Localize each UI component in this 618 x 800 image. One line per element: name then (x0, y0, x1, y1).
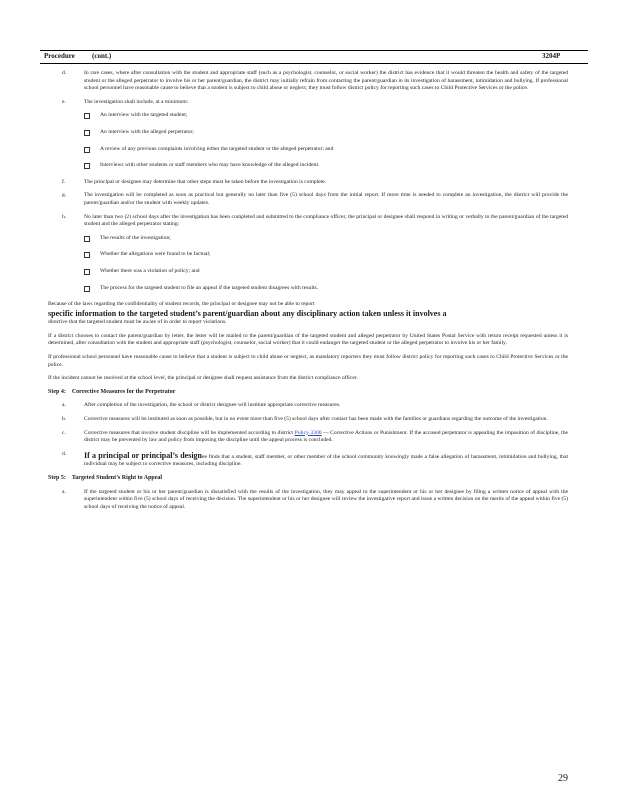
checkbox-icon (84, 236, 90, 242)
policy-3300-link[interactable]: Policy 3300 (294, 429, 322, 436)
checklist-item: An interview with the targeted student; (84, 112, 568, 123)
list-item: h. No later than two (2) school days after the investigation has been completed and submitted to the compliance officer, the principal or designee shall respond in writing or verbally to the parent/guardian of the targeted student and the alleged perpetrator stating: (62, 213, 568, 228)
list-item: g. The investigation will be completed as soon as practical but generally no later than five (5) school days from the initial report. If more time is needed to complete an investigation, the district will provide the parent/guardian and/or the student with weekly updates. (62, 192, 568, 206)
checkbox-icon (84, 269, 90, 275)
page-number: 29 (558, 773, 568, 784)
list-item: c. Corrective measures that involve student discipline will be implemented according to district Policy 3300 — Corrective Actions or Punishment. If the accused perpetrator is appealing the imposition of discipline, the district may be prevented by law and policy from imposing the discipline until the appeal process is concluded. (62, 429, 568, 444)
checklist-item: Whether there was a violation of policy; and (84, 268, 568, 279)
checklist-item: An interview with the alleged perpetrator; (84, 129, 568, 140)
checklist-item: A review of any previous complaints involving either the targeted student or the alleged perpetrator; and (84, 146, 568, 157)
list-item: d. In rare cases, where after consultation with the student and appropriate staff (such as a psychologist, counselor, or social worker) the district has evidence that it would threaten the health and safety of the targeted student or the alleged perpetrator to involve his or her parent/guardian, the district may initially refrain from contacting the parent/guardian in its investigation of harassment, intimidation and bullying. If professional school personnel have reasonable cause to believe that a student is subject to child abuse or neglect, they must follow district policy for reporting such cases to Child Protective Services or the police. (62, 70, 568, 92)
checklist-item: Whether the allegations were found to be factual; (84, 251, 568, 262)
procedure-code: 3204P (542, 52, 561, 60)
list-item: e. The investigation shall include, at a minimum: (62, 98, 189, 105)
checkbox-icon (84, 163, 90, 169)
document-body (48, 70, 568, 517)
step-5-heading: Step 5: Targeted Student’s Right to Appeal (48, 475, 163, 481)
step-4-heading: Step 4: Corrective Measures for the Perpetrator (48, 388, 176, 395)
checklist-item: The results of the investigation; (84, 235, 568, 246)
list-item: d. If a principal or principal’s designee finds that a student, staff member, or other member of the school community knowingly made a false allegation of harassment, intimidation and bullying, that individual may be subject to corrective measures, including discipline. (62, 450, 569, 468)
checkbox-icon (84, 252, 90, 258)
checkbox-icon (84, 286, 90, 292)
checklist-item: Interviews with other students or staff members who may have knowledge of the alleged incident. (84, 162, 568, 173)
checklist-item: The process for the targeted student to file an appeal if the targeted student disagrees with results. (84, 285, 568, 296)
cont-label: (cont.) (92, 52, 112, 60)
list-item: a. After completion of the investigation, the school or district designee will institute appropriate corrective measures. (62, 402, 341, 409)
letter-paragraph: If a district chooses to contact the parent/guardian by letter, the letter will be mailed to the parent/guardian of the targeted student and alleged perpetrator by United States Postal Service with return receipt requested unless it is determined, after consultation with the student and appropriate staff (psychologist, counselor, social worker) that it could endanger the targeted student or the alleged perpetrator to involve his or her family. (48, 332, 568, 347)
list-item: b. Corrective measures will be instituted as soon as possible, but in no event more than five (5) school days after contact has been made with the families or guardians regarding the outcome of the investigation. (62, 416, 548, 423)
escalation-paragraph: If the incident cannot be resolved at the school level, the principal or designee shall request assistance from the district compliance officer. (48, 375, 358, 382)
checkbox-icon (84, 130, 90, 136)
confidentiality-paragraph: Because of the laws regarding the confidentiality of student records, the principal or designee may not be able to report specific information to the targeted student’s parent/guardian about any disciplinary action taken unless it involves a directive that the targeted student must be aware of in order to report violations. (48, 301, 447, 326)
mandatory-reporter-paragraph: If professional school personnel have reasonable cause to believe that a student is subject to child abuse or neglect, as mandatory reporters they must follow district policy for reporting such cases to Child Protective Services or the police. (48, 354, 568, 368)
procedure-header (40, 50, 588, 64)
procedure-label: Procedure (44, 52, 75, 60)
checkbox-icon (84, 113, 90, 119)
list-item: f. The principal or designee may determine that other steps must be taken before the investigation is complete. (62, 178, 327, 185)
list-item: a. If the targeted student or his or her parent/guardian is dissatisfied with the results of the investigation, they may appeal to the superintendent or his or her designee by filing a written notice of appeal with the superintendent within five (5) school days of receiving the decision. The superintendent or his or her designee will review the investigative report and issue a written decision on the merits of the appeal within five (5) school days of receiving the notice of appeal. (62, 488, 568, 510)
checkbox-icon (84, 147, 90, 153)
